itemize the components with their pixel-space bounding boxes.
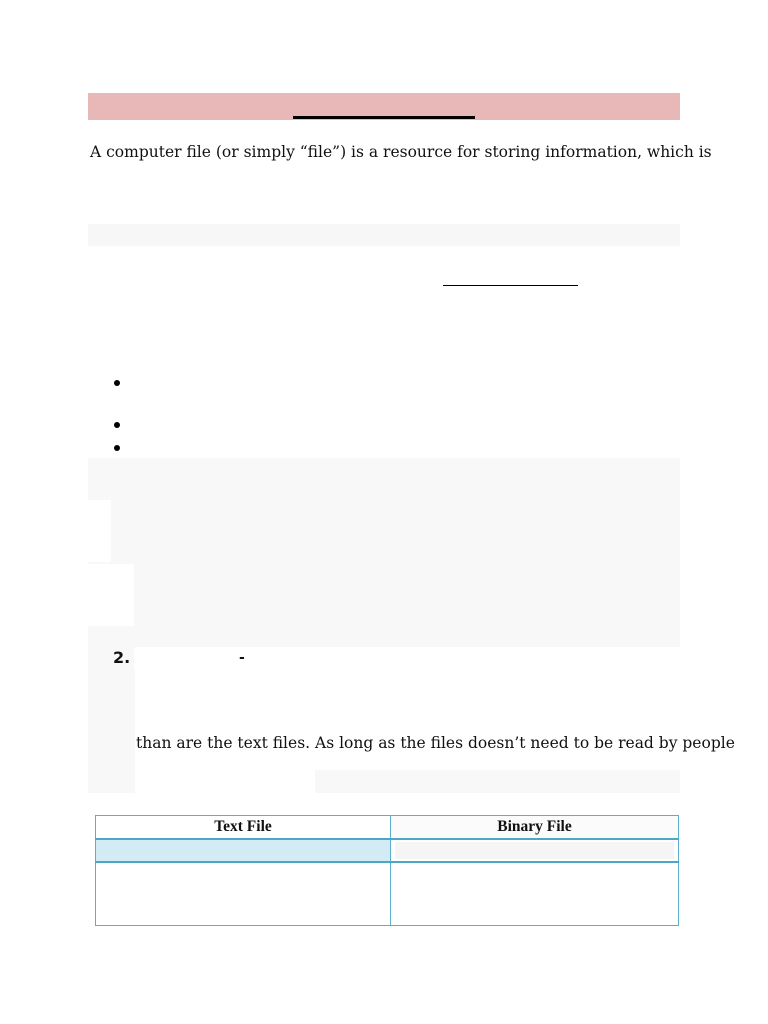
- table-cell: [391, 839, 679, 862]
- white-notch: [135, 770, 315, 793]
- shaded-block: [88, 458, 680, 645]
- header-binary-file: Binary File: [391, 816, 679, 840]
- table-cell: [96, 862, 391, 926]
- shaded-band: [88, 224, 680, 246]
- table-cell: [96, 839, 391, 862]
- table-header-row: [96, 816, 679, 840]
- comparison-table: [95, 815, 679, 926]
- bullet-2: [114, 422, 120, 428]
- header-text-file: Text File: [96, 816, 391, 840]
- table-cell: [391, 862, 679, 926]
- white-notch: [88, 564, 134, 626]
- bullet-3: [114, 445, 120, 451]
- section-heading-mask: [134, 648, 230, 668]
- bullet-1: [114, 380, 120, 386]
- intro-paragraph: A computer file (or simply “file”) is a resource for storing information, which is: [90, 143, 712, 161]
- table-row: [96, 862, 679, 926]
- section-dash: -: [239, 650, 245, 666]
- binary-paragraph: than are the text files. As long as the files doesn’t need to be read by people: [136, 734, 735, 752]
- title-underline: [293, 116, 475, 119]
- section-number: 2.: [113, 648, 131, 667]
- white-notch: [88, 500, 111, 562]
- underline-mark: [443, 285, 578, 286]
- table-row: [96, 839, 679, 862]
